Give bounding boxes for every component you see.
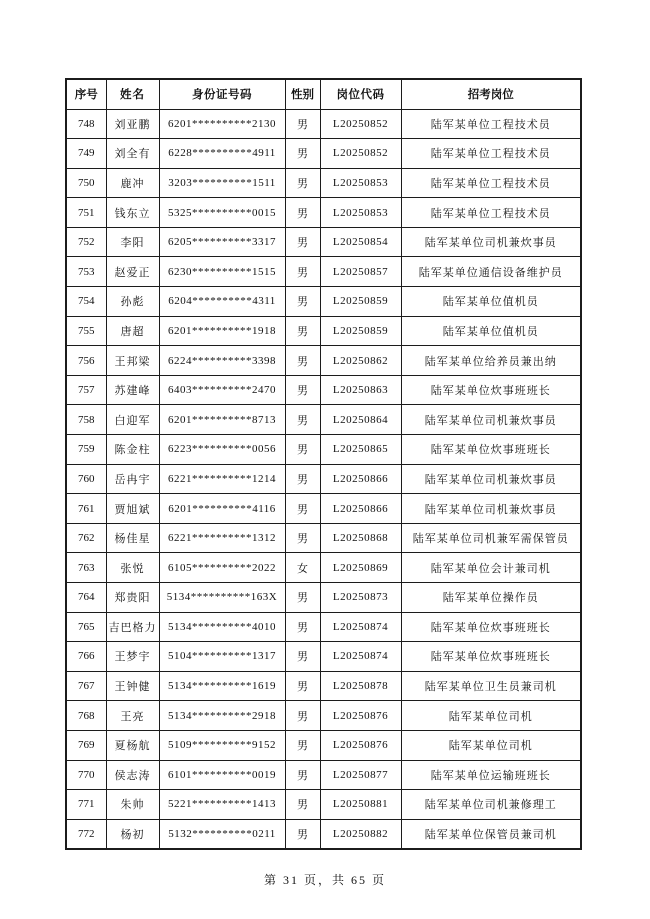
cell-id-number: 5109**********9152 (159, 730, 285, 760)
cell-id-number: 6105**********2022 (159, 553, 285, 583)
cell-serial-number: 764 (66, 583, 106, 613)
cell-serial-number: 762 (66, 523, 106, 553)
cell-gender: 男 (285, 730, 320, 760)
cell-position: 陆军某单位运输班班长 (401, 760, 581, 790)
cell-name: 朱帅 (106, 790, 159, 820)
table-row (66, 671, 581, 701)
cell-id-number: 6201**********8713 (159, 405, 285, 435)
table-row (66, 287, 581, 317)
cell-position: 陆军某单位给养员兼出纳 (401, 346, 581, 376)
cell-gender: 男 (285, 405, 320, 435)
cell-position: 陆军某单位工程技术员 (401, 109, 581, 139)
table-row (66, 227, 581, 257)
table-row (66, 819, 581, 849)
cell-id-number: 3203**********1511 (159, 168, 285, 198)
table-row (66, 701, 581, 731)
cell-serial-number: 767 (66, 671, 106, 701)
cell-job-code: L20250874 (320, 642, 401, 672)
cell-id-number: 6201**********2130 (159, 109, 285, 139)
cell-gender: 男 (285, 198, 320, 228)
cell-serial-number: 752 (66, 227, 106, 257)
cell-position: 陆军某单位炊事班班长 (401, 375, 581, 405)
cell-position: 陆军某单位司机兼炊事员 (401, 227, 581, 257)
cell-position: 陆军某单位炊事班班长 (401, 435, 581, 465)
cell-job-code: L20250859 (320, 287, 401, 317)
cell-position: 陆军某单位工程技术员 (401, 198, 581, 228)
cell-id-number: 6230**********1515 (159, 257, 285, 287)
cell-serial-number: 759 (66, 435, 106, 465)
cell-job-code: L20250878 (320, 671, 401, 701)
table-row (66, 730, 581, 760)
cell-gender: 男 (285, 642, 320, 672)
cell-name: 郑贵阳 (106, 583, 159, 613)
cell-job-code: L20250866 (320, 494, 401, 524)
cell-name: 赵爱正 (106, 257, 159, 287)
table-row (66, 760, 581, 790)
cell-id-number: 6204**********4311 (159, 287, 285, 317)
cell-id-number: 6201**********1918 (159, 316, 285, 346)
cell-serial-number: 749 (66, 139, 106, 169)
cell-name: 刘全有 (106, 139, 159, 169)
cell-name: 杨佳星 (106, 523, 159, 553)
cell-gender: 男 (285, 612, 320, 642)
col-header-id-number: 身份证号码 (159, 79, 285, 109)
cell-name: 贾旭斌 (106, 494, 159, 524)
cell-id-number: 6101**********0019 (159, 760, 285, 790)
cell-gender: 男 (285, 375, 320, 405)
cell-serial-number: 753 (66, 257, 106, 287)
cell-gender: 男 (285, 435, 320, 465)
cell-serial-number: 766 (66, 642, 106, 672)
cell-serial-number: 750 (66, 168, 106, 198)
cell-job-code: L20250868 (320, 523, 401, 553)
cell-gender: 女 (285, 553, 320, 583)
cell-position: 陆军某单位工程技术员 (401, 168, 581, 198)
cell-name: 李阳 (106, 227, 159, 257)
cell-position: 陆军某单位司机 (401, 701, 581, 731)
cell-position: 陆军某单位司机兼炊事员 (401, 494, 581, 524)
cell-name: 苏建峰 (106, 375, 159, 405)
cell-job-code: L20250874 (320, 612, 401, 642)
cell-name: 王亮 (106, 701, 159, 731)
cell-job-code: L20250877 (320, 760, 401, 790)
cell-name: 夏杨航 (106, 730, 159, 760)
cell-serial-number: 756 (66, 346, 106, 376)
col-header-position: 招考岗位 (401, 79, 581, 109)
cell-serial-number: 770 (66, 760, 106, 790)
cell-gender: 男 (285, 168, 320, 198)
table-row (66, 583, 581, 613)
cell-job-code: L20250863 (320, 375, 401, 405)
cell-gender: 男 (285, 346, 320, 376)
cell-gender: 男 (285, 701, 320, 731)
cell-gender: 男 (285, 227, 320, 257)
cell-name: 陈金柱 (106, 435, 159, 465)
table-row (66, 642, 581, 672)
cell-gender: 男 (285, 139, 320, 169)
cell-position: 陆军某单位值机员 (401, 316, 581, 346)
cell-job-code: L20250865 (320, 435, 401, 465)
cell-gender: 男 (285, 316, 320, 346)
table-row (66, 435, 581, 465)
cell-position: 陆军某单位炊事班班长 (401, 612, 581, 642)
cell-job-code: L20250882 (320, 819, 401, 849)
table-row (66, 494, 581, 524)
cell-serial-number: 765 (66, 612, 106, 642)
cell-job-code: L20250854 (320, 227, 401, 257)
cell-serial-number: 768 (66, 701, 106, 731)
cell-name: 张悦 (106, 553, 159, 583)
cell-name: 王梦宇 (106, 642, 159, 672)
cell-name: 杨初 (106, 819, 159, 849)
cell-job-code: L20250857 (320, 257, 401, 287)
cell-gender: 男 (285, 257, 320, 287)
cell-job-code: L20250853 (320, 198, 401, 228)
table-row (66, 346, 581, 376)
cell-id-number: 5104**********1317 (159, 642, 285, 672)
cell-position: 陆军某单位操作员 (401, 583, 581, 613)
cell-job-code: L20250859 (320, 316, 401, 346)
cell-id-number: 5134**********2918 (159, 701, 285, 731)
cell-serial-number: 772 (66, 819, 106, 849)
cell-position: 陆军某单位通信设备维护员 (401, 257, 581, 287)
col-header-gender: 性别 (285, 79, 320, 109)
table-row (66, 257, 581, 287)
cell-position: 陆军某单位工程技术员 (401, 139, 581, 169)
cell-position: 陆军某单位司机兼炊事员 (401, 405, 581, 435)
recruitment-roster-table (65, 78, 582, 850)
cell-position: 陆军某单位司机兼炊事员 (401, 464, 581, 494)
cell-name: 岳冉宇 (106, 464, 159, 494)
cell-position: 陆军某单位值机员 (401, 287, 581, 317)
cell-id-number: 5221**********1413 (159, 790, 285, 820)
cell-serial-number: 751 (66, 198, 106, 228)
cell-name: 鹿冲 (106, 168, 159, 198)
cell-serial-number: 763 (66, 553, 106, 583)
cell-id-number: 6221**********1312 (159, 523, 285, 553)
table-header-row (66, 79, 581, 109)
cell-id-number: 5134**********163X (159, 583, 285, 613)
cell-name: 刘亚鹏 (106, 109, 159, 139)
cell-serial-number: 757 (66, 375, 106, 405)
cell-id-number: 6201**********4116 (159, 494, 285, 524)
cell-gender: 男 (285, 287, 320, 317)
cell-id-number: 6221**********1214 (159, 464, 285, 494)
cell-job-code: L20250853 (320, 168, 401, 198)
cell-serial-number: 754 (66, 287, 106, 317)
cell-name: 白迎军 (106, 405, 159, 435)
table-row (66, 198, 581, 228)
table-row (66, 316, 581, 346)
table-row (66, 405, 581, 435)
cell-gender: 男 (285, 819, 320, 849)
cell-name: 吉巴格力 (106, 612, 159, 642)
cell-job-code: L20250873 (320, 583, 401, 613)
cell-position: 陆军某单位保管员兼司机 (401, 819, 581, 849)
cell-id-number: 5132**********0211 (159, 819, 285, 849)
cell-gender: 男 (285, 109, 320, 139)
table-row (66, 375, 581, 405)
cell-position: 陆军某单位卫生员兼司机 (401, 671, 581, 701)
cell-job-code: L20250864 (320, 405, 401, 435)
cell-job-code: L20250852 (320, 109, 401, 139)
cell-id-number: 6228**********4911 (159, 139, 285, 169)
cell-serial-number: 761 (66, 494, 106, 524)
cell-id-number: 5134**********4010 (159, 612, 285, 642)
cell-id-number: 6223**********0056 (159, 435, 285, 465)
cell-gender: 男 (285, 760, 320, 790)
cell-serial-number: 758 (66, 405, 106, 435)
cell-serial-number: 760 (66, 464, 106, 494)
cell-name: 钱东立 (106, 198, 159, 228)
table-row (66, 612, 581, 642)
table-row (66, 464, 581, 494)
cell-name: 王钟健 (106, 671, 159, 701)
cell-gender: 男 (285, 790, 320, 820)
cell-job-code: L20250881 (320, 790, 401, 820)
cell-id-number: 6224**********3398 (159, 346, 285, 376)
table-row (66, 790, 581, 820)
cell-gender: 男 (285, 583, 320, 613)
table-row (66, 139, 581, 169)
cell-id-number: 5134**********1619 (159, 671, 285, 701)
cell-position: 陆军某单位司机兼修理工 (401, 790, 581, 820)
cell-id-number: 6403**********2470 (159, 375, 285, 405)
col-header-serial-number: 序号 (66, 79, 106, 109)
page-number: 第 31 页，共 65 页 (263, 873, 386, 887)
cell-job-code: L20250876 (320, 701, 401, 731)
cell-serial-number: 755 (66, 316, 106, 346)
cell-serial-number: 771 (66, 790, 106, 820)
cell-job-code: L20250852 (320, 139, 401, 169)
cell-job-code: L20250862 (320, 346, 401, 376)
cell-id-number: 5325**********0015 (159, 198, 285, 228)
cell-gender: 男 (285, 671, 320, 701)
cell-name: 唐超 (106, 316, 159, 346)
cell-gender: 男 (285, 523, 320, 553)
cell-position: 陆军某单位司机兼军需保管员 (401, 523, 581, 553)
cell-position: 陆军某单位炊事班班长 (401, 642, 581, 672)
cell-position: 陆军某单位司机 (401, 730, 581, 760)
col-header-name: 姓名 (106, 79, 159, 109)
table-row (66, 553, 581, 583)
cell-name: 王邦梁 (106, 346, 159, 376)
cell-gender: 男 (285, 464, 320, 494)
table-row (66, 523, 581, 553)
cell-job-code: L20250866 (320, 464, 401, 494)
cell-name: 侯志涛 (106, 760, 159, 790)
cell-job-code: L20250869 (320, 553, 401, 583)
col-header-job-code: 岗位代码 (320, 79, 401, 109)
cell-serial-number: 748 (66, 109, 106, 139)
cell-position: 陆军某单位会计兼司机 (401, 553, 581, 583)
table-row (66, 109, 581, 139)
cell-id-number: 6205**********3317 (159, 227, 285, 257)
cell-serial-number: 769 (66, 730, 106, 760)
table-row (66, 168, 581, 198)
cell-name: 孙彪 (106, 287, 159, 317)
cell-gender: 男 (285, 494, 320, 524)
cell-job-code: L20250876 (320, 730, 401, 760)
